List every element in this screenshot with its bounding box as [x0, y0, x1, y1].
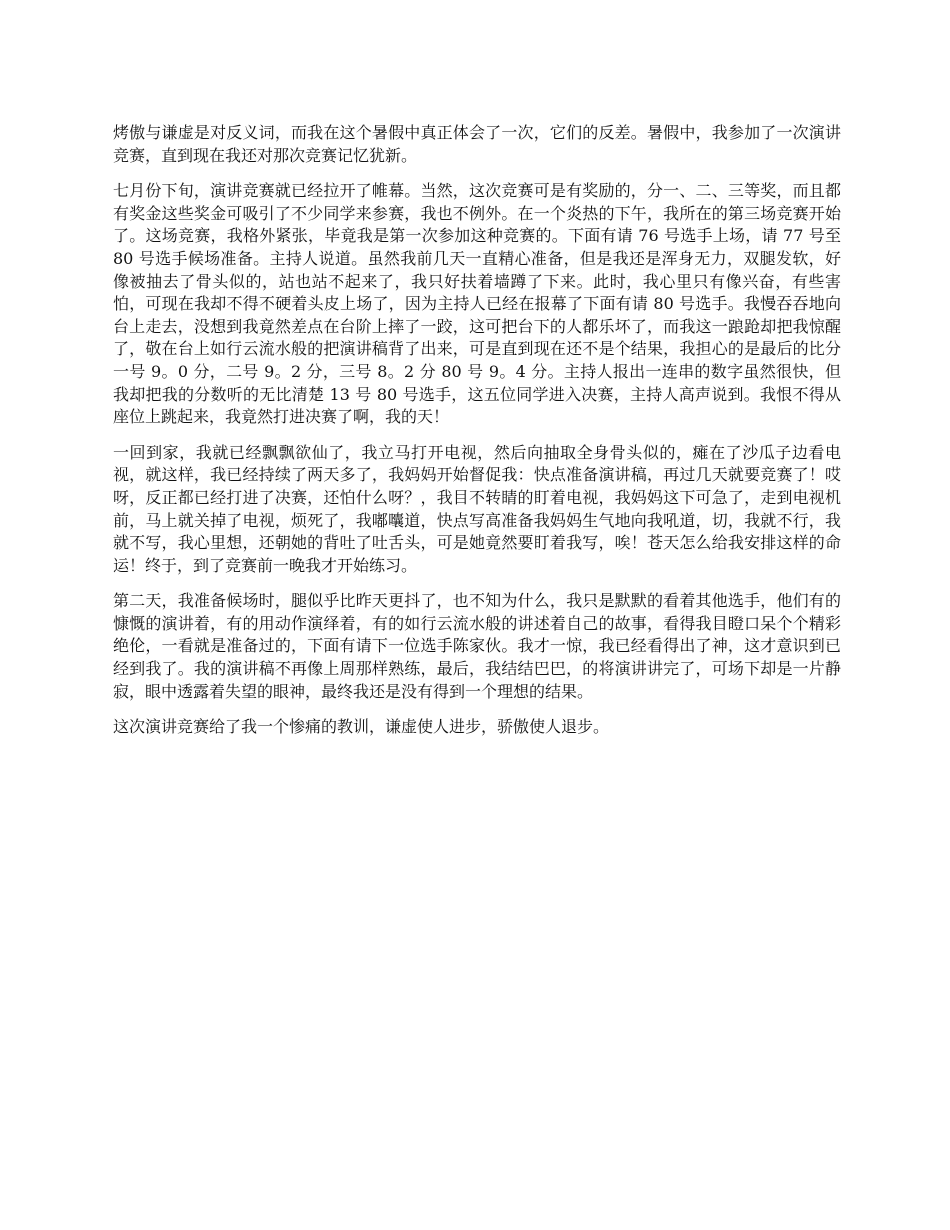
paragraph-conclusion: 这次演讲竞赛给了我一个惨痛的教训，谦虚使人进步，骄傲使人退步。	[113, 717, 610, 737]
paragraph-competition: 七月份下旬，演讲竞赛就已经拉开了帷幕。当然，这次竞赛可是有奖励的，分一、二、三等奖，而且都有奖金这些奖金可吸引了不少同学来参赛，我也不例外。在一个炎热的下午，我所在的第三场竞赛开始了。这场竞赛，我格外紧张，毕竟我是第一次参加这种竞赛的。下面有请 76 号选手上场，请 77 号至 80 号选手候场准备。主持人说道。虽然我前几天一直精心准备，但是我还是浑身无力，双腿发软，好像被抽去了骨头似的，站也站不起来了，我只好扶着墙蹲了下来。此时，我心里只有像兴奋，有些害怕，可现在我却不得不硬着头皮上场了，因为主持人已经在报幕了下面有请 80 号选手。我慢吞吞地向台上走去，没想到我竟然差点在台阶上摔了一跤，这可把台下的人都乐坏了，而我这一踉跄却把我惊醒了，敬在台上如行云流水般的把演讲稿背了出来，可是直到现在还不是个结果，我担心的是最后的比分一号 9。0 分，二号 9。2 分，三号 8。2 分 80 号 9。4 分。主持人报出一连串的数字虽然很快，但我却把我的分数听的无比清楚 13 号 80 号选手，这五位同学进入决赛，主持人高声说到。我恨不得从座位上跳起来，我竟然打进决赛了啊，我的天！	[113, 181, 841, 427]
paragraph-intro: 烤傲与谦虚是对反义词，而我在这个暑假中真正体会了一次，它们的反差。暑假中，我参加了一次演讲竞赛，直到现在我还对那次竞赛记忆犹新。	[113, 123, 841, 165]
document-page	[113, 122, 841, 752]
paragraph-at-home: 一回到家，我就已经飘飘欲仙了，我立马打开电视，然后向抽取全身骨头似的，瘫在了沙瓜子边看电视，就这样，我已经持续了两天多了，我妈妈开始督促我：快点准备演讲稿，再过几天就要竞赛了！哎呀，反正都已经打进了决赛，还怕什么呀？，我目不转睛的盯着电视，我妈妈这下可急了，走到电视机前，马上就关掉了电视，烦死了，我嘟囔道，快点写高准备我妈妈生气地向我吼道，切，我就不行，我就不写，我心里想，还朝她的背吐了吐舌头，可是她竟然要盯着我写，唉！苍天怎么给我安排这样的命运！终于，到了竞赛前一晚我才开始练习。	[113, 442, 841, 575]
paragraph-final-day: 第二天，我准备候场时，腿似乎比昨天更抖了，也不知为什么，我只是默默的看着其他选手，他们有的慷慨的演讲着，有的用动作演绎着，有的如行云流水般的讲述着自己的故事，看得我目瞪口呆个个精彩绝伦，一看就是准备过的，下面有请下一位选手陈家伙。我才一惊，我已经看得出了神，这才意识到已经到我了。我的演讲稿不再像上周那样熟练，最后，我结结巴巴，的将演讲讲完了，可场下却是一片静寂，眼中透露着失望的眼神，最终我还是没有得到一个理想的结果。	[113, 591, 841, 701]
